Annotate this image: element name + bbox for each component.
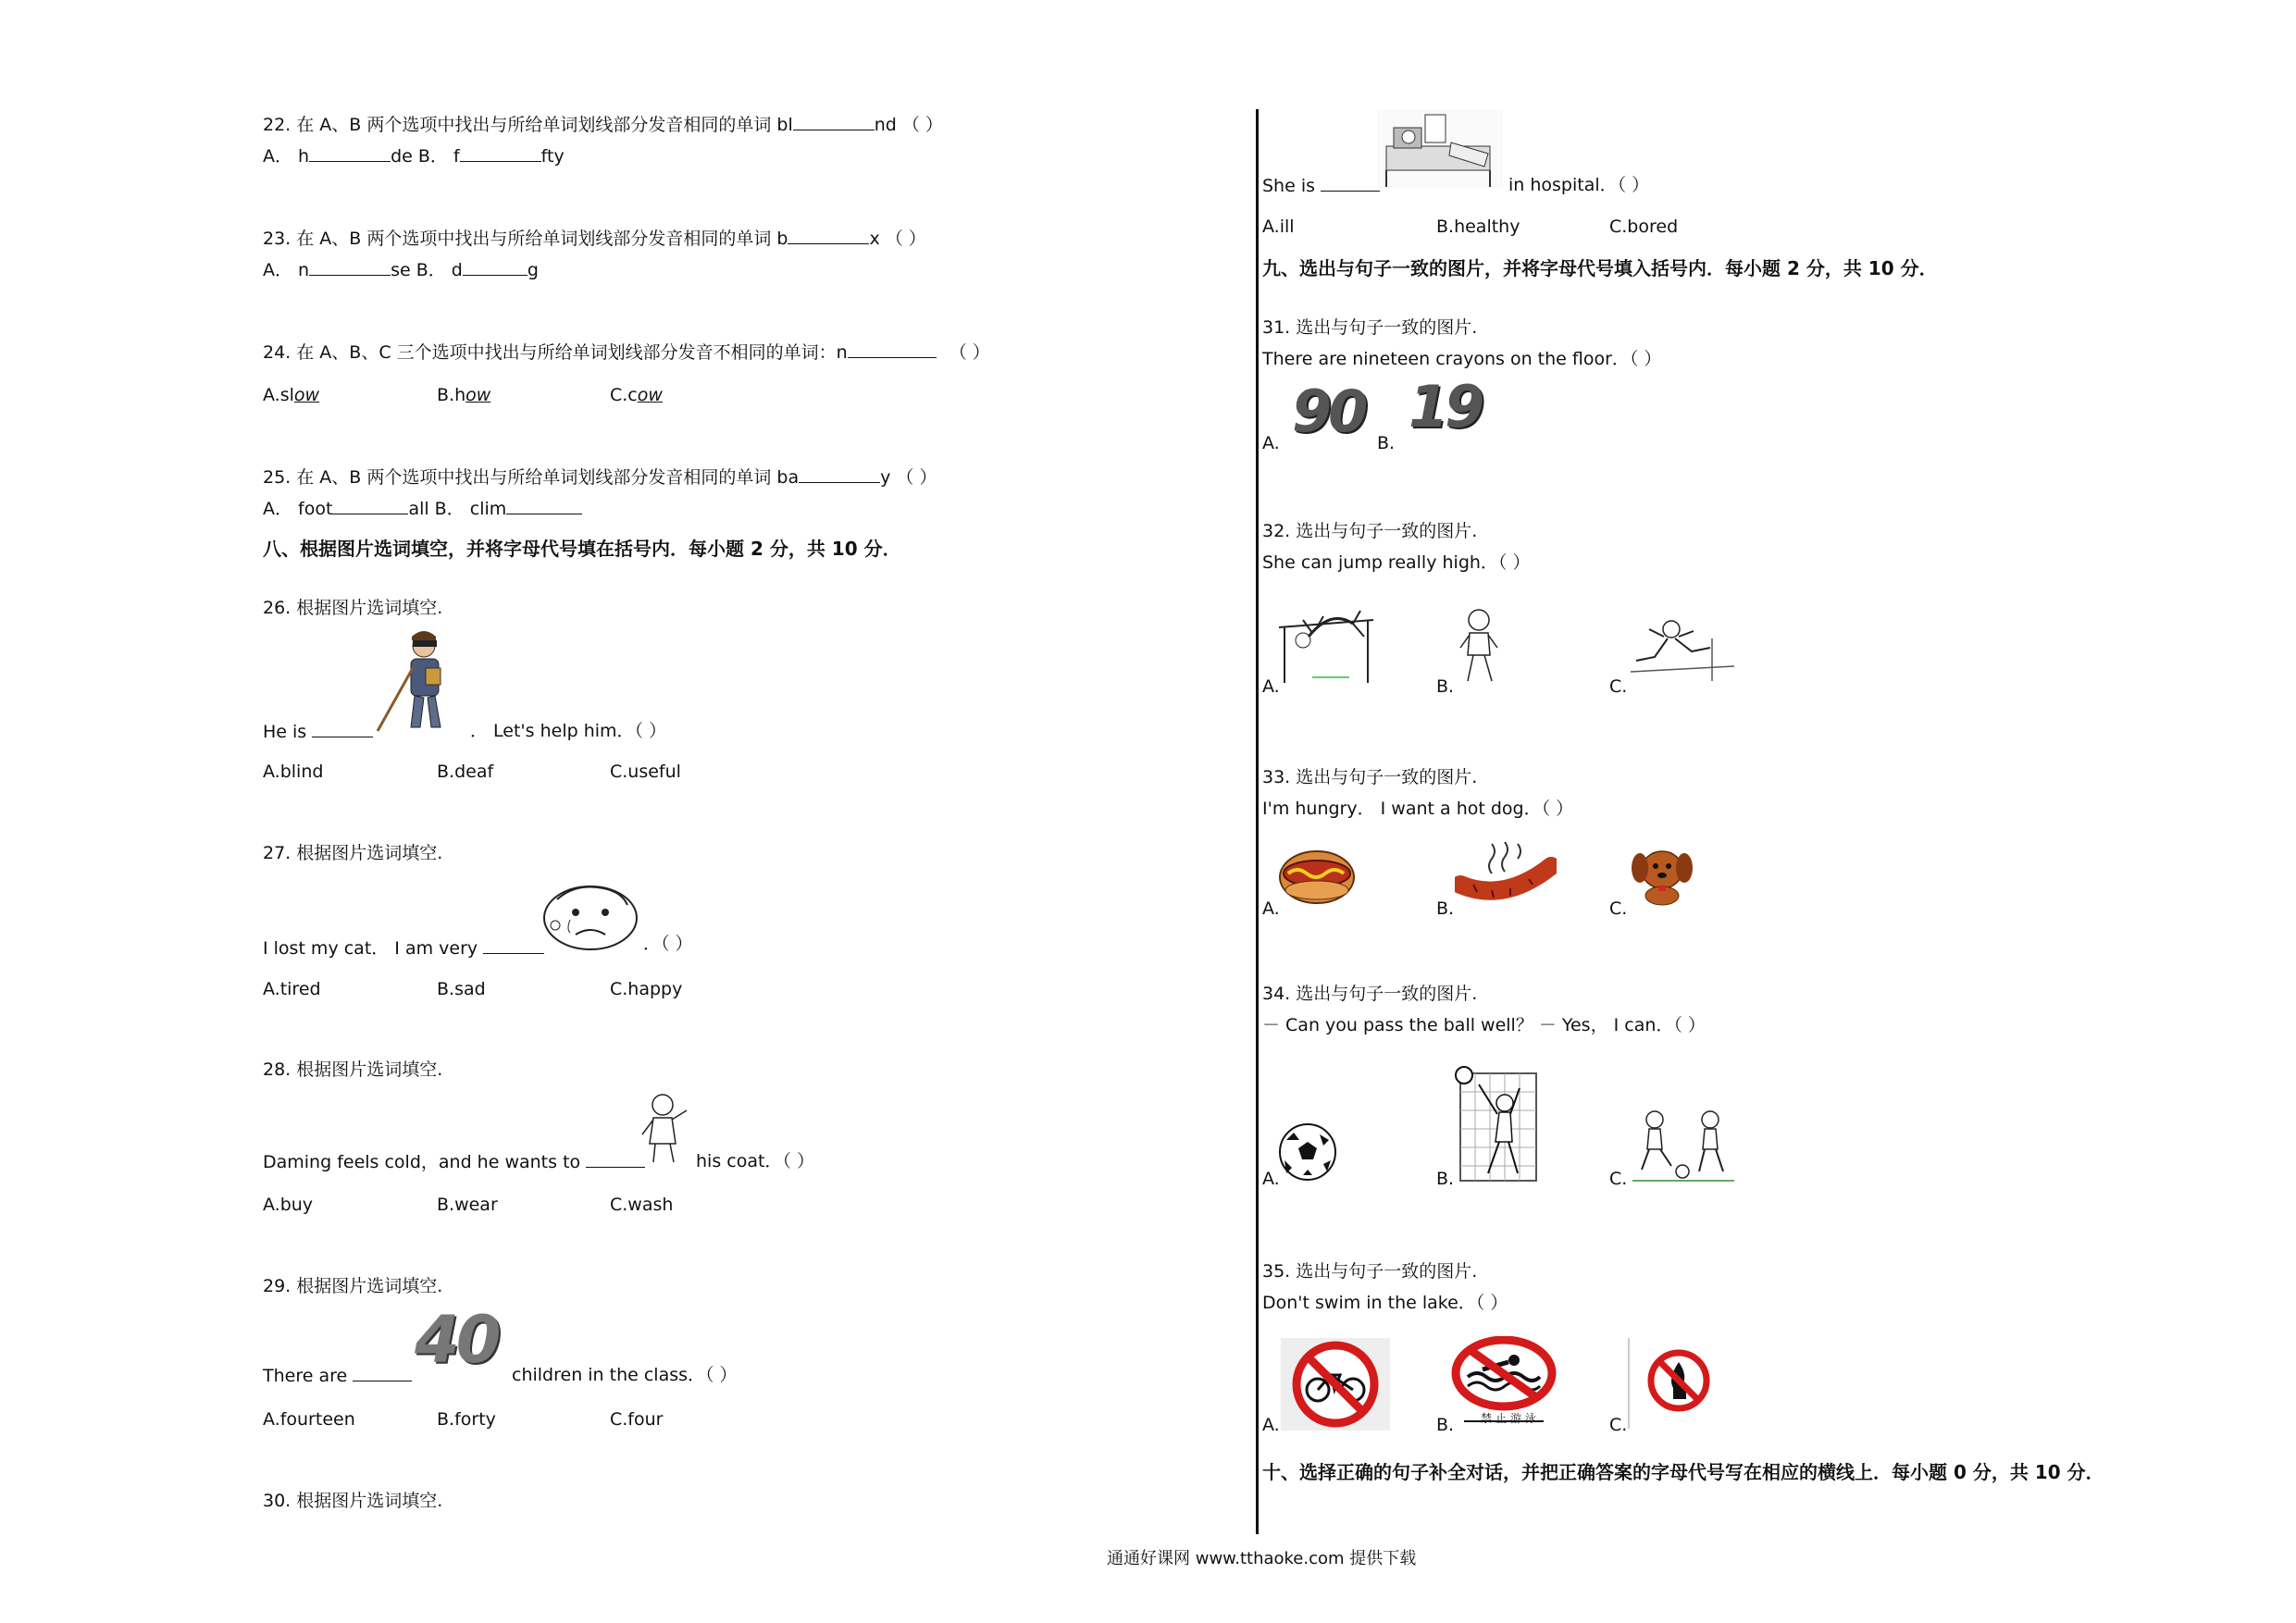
sick-in-hospital-picture	[1377, 109, 1503, 189]
section-9-heading: 九、选出与句子一致的图片，并将字母代号填入括号内．每小题 2 分，共 10 分．	[1262, 257, 1938, 279]
q28-option-a: A.buy	[263, 1195, 314, 1215]
q29-option-a: A.fourteen	[263, 1409, 355, 1430]
q26-sentence-end: ． Let's help him．（ ）	[470, 721, 667, 741]
q26-sentence: He is	[263, 720, 373, 743]
q34-option-a-label: A.	[1262, 1169, 1280, 1189]
q27-option-b: B.sad	[437, 979, 486, 999]
q26-option-b: B.deaf	[437, 762, 494, 782]
forty-number-picture: 40	[415, 1302, 498, 1378]
q32-option-b-label: B.	[1436, 676, 1455, 697]
no-fire-sign-picture	[1645, 1338, 1712, 1423]
q24-option-b: B.how	[437, 385, 491, 405]
q33-option-b-label: B.	[1436, 898, 1455, 919]
q31-title: 31. 选出与句子一致的图片.	[1262, 317, 1478, 338]
ninety-number-picture: 90	[1292, 378, 1365, 445]
q27-sentence-end: ．（ ）	[643, 934, 693, 954]
kids-passing-ball-picture	[1629, 1109, 1738, 1184]
sad-face-picture	[539, 879, 642, 953]
sign-c-border	[1628, 1338, 1630, 1429]
no-swimming-sign-caption: 禁止游泳	[1481, 1412, 1541, 1425]
q31-sentence: There are nineteen crayons on the floor．（ ）	[1262, 349, 1662, 369]
section-8-heading: 八、根据图片选词填空，并将字母代号填在括号内．每小题 2 分，共 10 分．	[263, 538, 901, 560]
q24-stem: 24. 在 A、B、C 三个选项中找出与所给单词划线部分发音不相同的单词：n （ ）	[263, 342, 990, 363]
q28-option-b: B.wear	[437, 1195, 498, 1215]
q34-option-c-label: C.	[1609, 1169, 1628, 1189]
q31-option-a-label: A.	[1262, 433, 1280, 453]
q28-option-c: C.wash	[610, 1195, 674, 1215]
q28-title: 28. 根据图片选词填空.	[263, 1059, 443, 1080]
q22-options: A． h de B． f fty	[263, 146, 565, 167]
q29-sentence-end: children in the class．（ ）	[512, 1365, 738, 1385]
sausage-picture	[1455, 838, 1557, 911]
q35-title: 35. 选出与句子一致的图片.	[1262, 1261, 1478, 1282]
column-divider	[1256, 109, 1259, 1534]
long-jump-picture	[1627, 611, 1738, 685]
nineteen-number-picture: 19	[1409, 373, 1482, 440]
q29-title: 29. 根据图片选词填空.	[263, 1276, 443, 1296]
q26-option-c: C.useful	[610, 762, 681, 782]
q33-title: 33. 选出与句子一致的图片.	[1262, 767, 1478, 787]
q33-option-c-label: C.	[1609, 898, 1628, 919]
blind-man-picture	[370, 627, 472, 734]
footer-source: 通通好课网 www.tthaoke.com 提供下载	[1107, 1549, 1417, 1568]
q35-option-a-label: A.	[1262, 1415, 1280, 1435]
q30-option-c: C.bored	[1609, 217, 1679, 237]
q30-option-b: B.healthy	[1436, 217, 1520, 237]
q22-stem: 22. 在 A、B 两个选项中找出与所给单词划线部分发音相同的单词 bl nd （ ）	[263, 115, 943, 135]
q31-option-b-label: B.	[1377, 433, 1396, 453]
q27-option-c: C.happy	[610, 979, 683, 999]
soccer-ball-picture	[1277, 1121, 1338, 1183]
q27-title: 27. 根据图片选词填空.	[263, 843, 443, 863]
q29-option-b: B.forty	[437, 1409, 496, 1430]
girl-running-picture	[1455, 607, 1503, 685]
q32-option-a-label: A.	[1262, 676, 1280, 697]
q26-title: 26. 根据图片选词填空.	[263, 598, 443, 618]
q34-sentence: － Can you pass the ball well？ － Yes， I can．（ ）	[1262, 1015, 1706, 1035]
q33-option-a-label: A.	[1262, 898, 1280, 919]
q24-option-c: C.cow	[610, 385, 663, 405]
q35-option-b-label: B.	[1436, 1415, 1455, 1435]
q27-sentence: I lost my cat． I am very	[263, 936, 544, 960]
q30-sentence-end: in hospital．（ ）	[1508, 175, 1650, 195]
q28-sentence: Daming feels cold，and he wants to	[263, 1150, 645, 1173]
no-cycling-sign-picture	[1281, 1338, 1390, 1431]
q29-option-c: C.four	[610, 1409, 664, 1430]
section-10-heading: 十、选择正确的句子补全对话，并把正确答案的字母代号写在相应的横线上．每小题 0 分，共 10 分．	[1262, 1461, 2104, 1483]
q30-title: 30. 根据图片选词填空.	[263, 1491, 443, 1511]
q25-stem: 25. 在 A、B 两个选项中找出与所给单词划线部分发音相同的单词 ba y （ ）	[263, 467, 937, 488]
q35-sentence: Don't swim in the lake．（ ）	[1262, 1293, 1508, 1313]
q27-option-a: A.tired	[263, 979, 321, 999]
q33-sentence: I'm hungry． I want a hot dog．（ ）	[1262, 799, 1574, 819]
q25-options: A． foot all B． clim	[263, 497, 582, 520]
q32-sentence: She can jump really high．（ ）	[1262, 552, 1531, 573]
q26-option-a: A.blind	[263, 762, 324, 782]
goalkeeper-picture	[1451, 1064, 1542, 1184]
q30-sentence: She is	[1262, 174, 1380, 197]
q29-sentence: There are	[263, 1364, 412, 1387]
q23-stem: 23. 在 A、B 两个选项中找出与所给单词划线部分发音相同的单词 b x （ ）	[263, 229, 926, 249]
hot-dog-picture	[1275, 836, 1359, 909]
boy-wearing-coat-picture	[635, 1092, 692, 1164]
q35-option-c-label: C.	[1609, 1415, 1628, 1435]
q28-sentence-end: his coat．（ ）	[696, 1151, 814, 1171]
q24-option-a: A.slow	[263, 385, 320, 405]
dog-picture	[1627, 838, 1697, 909]
q34-option-b-label: B.	[1436, 1169, 1455, 1189]
q34-title: 34. 选出与句子一致的图片.	[1262, 984, 1478, 1004]
q32-title: 32. 选出与句子一致的图片.	[1262, 521, 1478, 541]
q30-option-a: A.ill	[1262, 217, 1295, 237]
high-jump-picture	[1275, 600, 1377, 688]
q32-option-c-label: C.	[1609, 676, 1628, 697]
q23-options: A． n se B． d g	[263, 260, 539, 280]
